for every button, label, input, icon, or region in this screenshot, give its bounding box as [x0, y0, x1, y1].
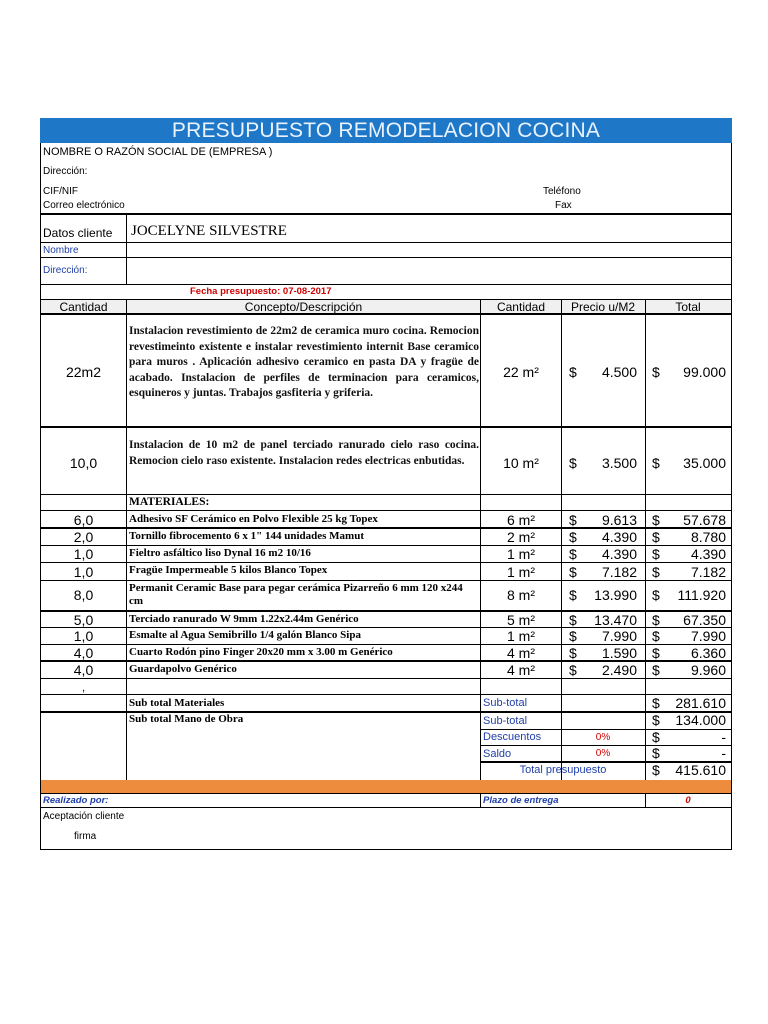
divider [40, 257, 732, 258]
service-2-precio: 3.500 [601, 455, 637, 471]
empresa-telefono-label: Teléfono [543, 186, 581, 197]
material-1-precio: 9.613 [601, 512, 637, 528]
divider [40, 678, 732, 679]
cliente-nombre-label: Nombre [43, 245, 79, 256]
empresa-cif-label: CIF/NIF [43, 186, 78, 197]
descuentos-value: - [721, 729, 726, 745]
service-1-currency: $ [569, 364, 577, 380]
material-7-cantidad-2: 1 m² [507, 628, 535, 644]
divider [126, 214, 127, 284]
empresa-correo-label: Correo electrónico [43, 200, 125, 211]
material-6-precio: 13.470 [594, 612, 637, 628]
material-7-precio: 7.990 [601, 628, 637, 644]
subtotal-2-currency: $ [652, 712, 660, 728]
material-5-cantidad-2: 8 m² [507, 587, 535, 603]
material-6-cantidad-2: 5 m² [507, 612, 535, 628]
empresa-direccion-label: Dirección: [43, 166, 88, 177]
material-7-total-currency: $ [652, 628, 660, 644]
header-total: Total [675, 300, 701, 314]
empresa-nombre-label: NOMBRE O RAZÓN SOCIAL DE (EMPRESA ) [43, 146, 273, 158]
material-4-total: 7.182 [690, 564, 726, 580]
service-2-currency: $ [569, 455, 577, 471]
material-6-cantidad: 5,0 [73, 612, 94, 628]
material-5-total: 111.920 [677, 587, 726, 603]
material-5-currency: $ [569, 587, 577, 603]
datos-cliente-value: JOCELYNE SILVESTRE [131, 223, 287, 239]
firma-label: firma [74, 831, 97, 842]
material-6-currency: $ [569, 612, 577, 628]
material-9-cantidad: 4,0 [73, 662, 94, 678]
plazo-entrega-label: Plazo de entrega [483, 795, 559, 806]
material-4-cantidad: 1,0 [73, 564, 94, 580]
material-1-total-currency: $ [652, 512, 660, 528]
material-7-descripcion: Esmalte al Agua Semibrillo 1/4 galón Blanco Sipa [129, 629, 361, 641]
divider [480, 793, 481, 807]
header-concepto: Concepto/Descripción [244, 300, 363, 314]
materiales-label: MATERIALES: [129, 496, 210, 508]
material-2-cantidad: 2,0 [73, 529, 94, 545]
divider [40, 213, 732, 215]
material-4-cantidad-2: 1 m² [507, 564, 535, 580]
material-6-total-currency: $ [652, 612, 660, 628]
service-2-total-currency: $ [652, 455, 660, 471]
subtotal-currency: $ [652, 695, 660, 711]
material-2-currency: $ [569, 529, 577, 545]
total-presupuesto-value: 415.610 [675, 762, 726, 778]
material-4-descripcion: Fragüe Impermeable 5 kilos Blanco Topex [129, 564, 328, 576]
material-3-precio: 4.390 [601, 546, 637, 562]
material-9-total-currency: $ [652, 662, 660, 678]
material-9-descripcion: Guardapolvo Genérico [129, 663, 237, 675]
header-cantidad: Cantidad [59, 300, 108, 314]
divider [40, 313, 732, 315]
material-8-cantidad-2: 4 m² [507, 645, 535, 661]
material-5-total-currency: $ [652, 587, 660, 603]
aceptacion-cliente-label: Aceptación cliente [43, 811, 125, 822]
page-title: PRESUPUESTO REMODELACION COCINA [40, 118, 732, 143]
material-7-currency: $ [569, 628, 577, 644]
material-8-precio: 1.590 [601, 645, 637, 661]
material-1-descripcion: Adhesivo SF Cerámico en Polvo Flexible 25 kg Topex [129, 513, 378, 525]
material-2-total: 8.780 [690, 529, 726, 545]
service-2-cantidad: 10,0 [69, 455, 98, 471]
divider [40, 426, 732, 428]
material-6-descripcion: Terciado ranurado W 9mm 1.22x2.44m Genérico [129, 613, 359, 625]
material-2-precio: 4.390 [601, 529, 637, 545]
material-1-cantidad-2: 6 m² [507, 512, 535, 528]
material-9-currency: $ [569, 662, 577, 678]
material-1-currency: $ [569, 512, 577, 528]
material-7-total: 7.990 [690, 628, 726, 644]
orange-separator [41, 780, 731, 793]
datos-cliente-label: Datos cliente [43, 226, 113, 240]
divider [40, 494, 732, 495]
service-1-precio: 4.500 [601, 364, 637, 380]
column-line [126, 300, 127, 780]
material-8-total: 6.360 [690, 645, 726, 661]
subtotal-materiales-label: Sub total Materiales [129, 697, 225, 709]
material-9-precio: 2.490 [601, 662, 637, 678]
service-2-cantidad-2: 10 m² [503, 455, 539, 471]
service-2-total: 35.000 [683, 455, 726, 471]
material-4-currency: $ [569, 564, 577, 580]
realizado-por-label: Realizado por: [43, 795, 109, 806]
service-1-total: 99.000 [683, 364, 726, 380]
material-3-currency: $ [569, 546, 577, 562]
material-9-total: 9.960 [690, 662, 726, 678]
descuentos-pct: 0% [595, 732, 611, 743]
descuentos-currency: $ [652, 729, 660, 745]
material-3-total-currency: $ [652, 546, 660, 562]
stray-mark: , [82, 682, 86, 694]
subtotal-2-label: Sub-total [483, 715, 528, 727]
divider [40, 580, 732, 581]
service-1-cantidad-2: 22 m² [503, 364, 539, 380]
material-3-total: 4.390 [690, 546, 726, 562]
material-4-precio: 7.182 [601, 564, 637, 580]
material-9-cantidad-2: 4 m² [507, 662, 535, 678]
subtotal-label: Sub-total [483, 697, 528, 709]
header-cantidad-2: Cantidad [496, 300, 546, 314]
divider [40, 807, 732, 808]
saldo-value: - [721, 745, 726, 761]
material-8-total-currency: $ [652, 645, 660, 661]
service-1-total-currency: $ [652, 364, 660, 380]
material-8-cantidad: 4,0 [73, 645, 94, 661]
material-3-cantidad: 1,0 [73, 546, 94, 562]
header-precio: Precio u/M2 [570, 300, 636, 314]
empresa-fax-label: Fax [555, 200, 572, 211]
service-2-descripcion: Instalacion de 10 m2 de panel terciado ranurado cielo raso cocina. Remocion cielo raso existente. Instalacion redes electricas enbutidas. [129, 439, 479, 467]
subtotal-mano-obra-label: Sub total Mano de Obra [129, 713, 244, 725]
fecha-presupuesto: Fecha presupuesto: 07-08-2017 [190, 286, 332, 297]
material-2-cantidad-2: 2 m² [507, 529, 535, 545]
descuentos-label: Descuentos [483, 731, 542, 743]
material-2-descripcion: Tornillo fibrocemento 6 x 1" 144 unidades Mamut [129, 530, 364, 542]
cliente-direccion-label: Dirección: [43, 265, 88, 276]
material-3-descripcion: Fieltro asfáltico liso Dynal 16 m2 10/16 [129, 547, 311, 559]
total-currency: $ [652, 762, 660, 778]
material-2-total-currency: $ [652, 529, 660, 545]
material-5-descripcion: Permanit Ceramic Base para pegar cerámica Pizarreño 6 mm 120 x244 cm [129, 582, 463, 607]
material-4-total-currency: $ [652, 564, 660, 580]
material-5-cantidad: 8,0 [73, 587, 94, 603]
divider [40, 793, 732, 794]
total-presupuesto-label: Total presupuesto [519, 764, 607, 776]
material-8-descripcion: Cuarto Rodón pino Finger 20x20 mm x 3.00 m Genérico [129, 646, 393, 658]
material-1-total: 57.678 [683, 512, 726, 528]
plazo-entrega-value: 0 [685, 795, 691, 806]
divider [40, 510, 732, 511]
material-3-cantidad-2: 1 m² [507, 546, 535, 562]
service-1-cantidad: 22m2 [65, 364, 102, 380]
saldo-pct: 0% [595, 748, 611, 759]
saldo-currency: $ [652, 745, 660, 761]
divider [40, 242, 732, 243]
divider [40, 562, 732, 563]
service-1-descripcion: Instalacion revestimiento de 22m2 de ceramica muro cocina. Remocion revestimeinto existente e instalar revestimiento internit Base ceramico para muros . Aplicación adhesivo ceramico en pasta DA y fragüe de acabado. Instalacion de perfiles de terminacion para ceramicos, esquineros y juntas. Trabajos gasfiteria y griferia. [129, 325, 479, 399]
subtotal-2-value: 134.000 [675, 712, 726, 728]
material-8-currency: $ [569, 645, 577, 661]
material-5-precio: 13.990 [594, 587, 637, 603]
divider [40, 284, 732, 285]
subtotal-value: 281.610 [675, 695, 726, 711]
divider [40, 694, 732, 695]
material-6-total: 67.350 [683, 612, 726, 628]
saldo-label: Saldo [483, 748, 512, 760]
material-7-cantidad: 1,0 [73, 628, 94, 644]
material-1-cantidad: 6,0 [73, 512, 94, 528]
